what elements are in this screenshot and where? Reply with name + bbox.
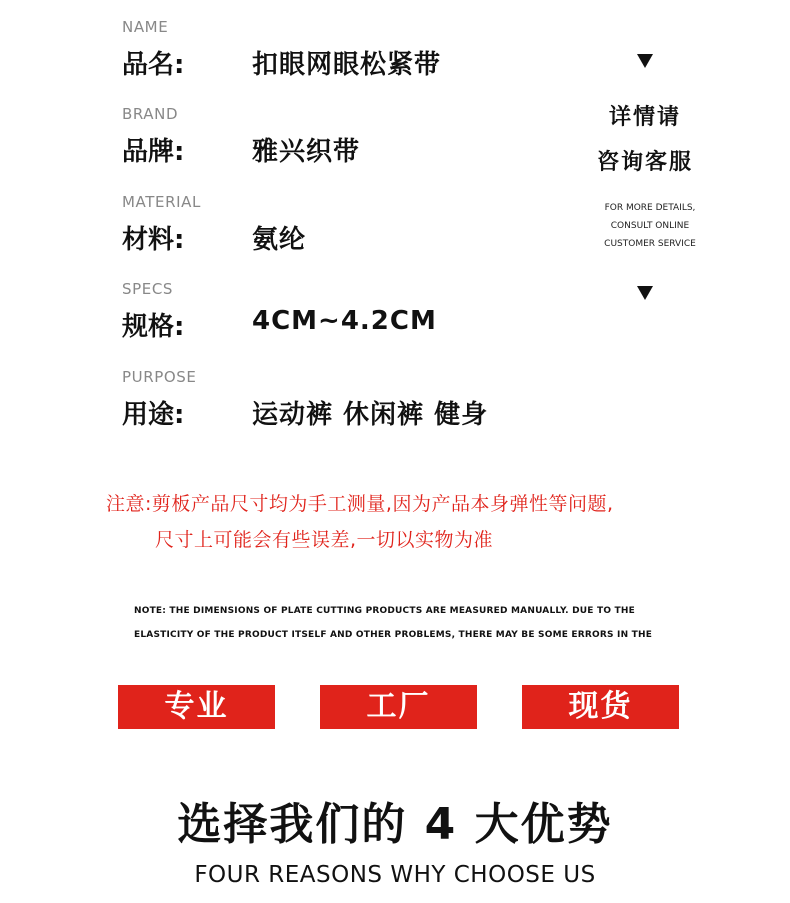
down-arrow-icon xyxy=(637,286,653,300)
brand-value: 雅兴织带 xyxy=(252,137,361,167)
advantages-headline: 选择我们的 4 大优势 xyxy=(177,799,613,850)
consult-line-2: 咨询客服 xyxy=(596,150,693,175)
advantages-subheadline: FOUR REASONS WHY CHOOSE US xyxy=(194,862,596,888)
notice-line-2: 尺寸上可能会有些误差,一切以实物为准 xyxy=(155,529,494,551)
name-caption: NAME xyxy=(122,18,169,36)
material-value: 氨纶 xyxy=(252,225,307,255)
consult-line-1: 详情请 xyxy=(608,105,681,130)
name-label: 品名: xyxy=(122,50,185,80)
name-value: 扣眼网眼松紧带 xyxy=(252,50,442,80)
notice-en-line-2: ELASTICITY OF THE PRODUCT ITSELF AND OTHER PROBLEMS, THERE MAY BE SOME ERRORS IN THE xyxy=(134,630,653,640)
tag-professional: 专业 xyxy=(118,685,275,729)
material-label: 材料: xyxy=(122,225,185,255)
purpose-label: 用途: xyxy=(122,400,185,430)
material-caption: MATERIAL xyxy=(122,193,201,211)
purpose-value: 运动裤 休闲裤 健身 xyxy=(252,400,489,430)
notice-en-line-1: NOTE: THE DIMENSIONS OF PLATE CUTTING PRODUCTS ARE MEASURED MANUALLY. DUE TO THE xyxy=(134,606,635,616)
specs-label: 规格: xyxy=(122,312,185,342)
consult-en-line-1: FOR MORE DETAILS, xyxy=(604,203,696,213)
brand-label: 品牌: xyxy=(122,137,185,167)
brand-caption: BRAND xyxy=(122,105,179,123)
down-arrow-icon xyxy=(637,54,653,68)
tag-in-stock: 现货 xyxy=(522,685,679,729)
purpose-caption: PURPOSE xyxy=(122,368,197,386)
consult-en-line-2: CONSULT ONLINE xyxy=(610,221,690,231)
specs-caption: SPECS xyxy=(122,280,174,298)
consult-en-line-3: CUSTOMER SERVICE xyxy=(604,239,696,249)
notice-line-1: 注意:剪板产品尺寸均为手工测量,因为产品本身弹性等问题, xyxy=(106,493,614,515)
tag-factory: 工厂 xyxy=(320,685,477,729)
specs-value: 4CM~4.2CM xyxy=(252,306,437,336)
